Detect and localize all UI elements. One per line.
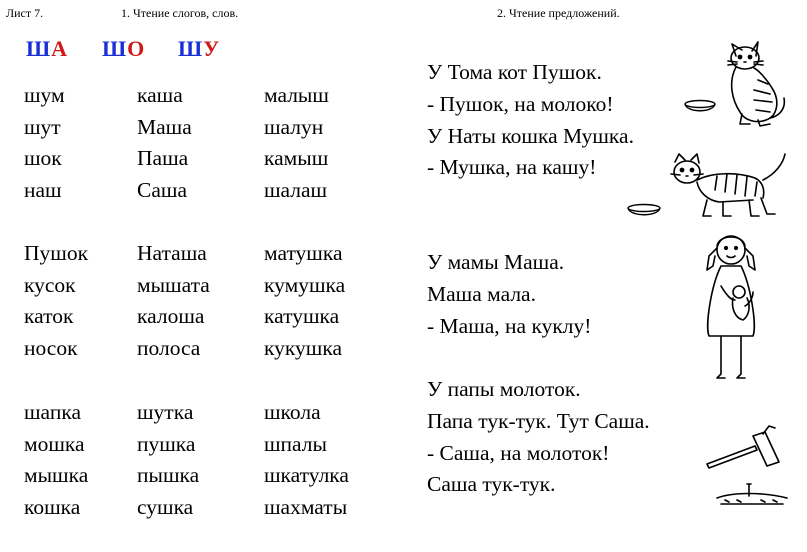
sheet-number: Лист 7. (6, 6, 44, 20)
word: наш (24, 177, 62, 202)
syllable-vowel: У (203, 36, 221, 61)
word: шкатулка (264, 463, 349, 487)
sentence: - Саша, на молоток! (427, 440, 610, 465)
sentence: У Наты кошка Мушка. (427, 123, 634, 148)
porridge-bowl-icon (626, 203, 662, 221)
hammer-icon (703, 422, 795, 514)
word: шахматы (264, 494, 348, 519)
word: кукушка (264, 335, 343, 360)
word: шапка (24, 400, 81, 424)
word: мышка (24, 463, 89, 487)
word: каток (24, 304, 74, 328)
word: шум (24, 83, 65, 107)
sentence: У мамы Маша. (427, 250, 565, 274)
word: кумушка (264, 272, 346, 297)
syllable-consonant: Ш (102, 36, 128, 61)
word: катушка (264, 304, 340, 328)
word: полоса (137, 335, 201, 360)
sentence: Маша мала. (427, 281, 536, 306)
word-column-1-group-2 (24, 238, 88, 364)
sentence-block-2 (427, 247, 591, 342)
word-column-2-group-1 (137, 80, 192, 206)
syllable-sho (102, 36, 145, 62)
sentence: У папы молоток. (427, 377, 581, 401)
sentence: Саша тук-тук. (427, 472, 556, 497)
word: кусок (24, 272, 76, 297)
sitting-cat-icon (718, 34, 790, 130)
word: мошка (24, 431, 85, 456)
word: мышата (137, 272, 210, 297)
word: пышка (137, 463, 200, 487)
section2-title: 2. Чтение предложений. (497, 6, 620, 20)
word: Маша (137, 114, 192, 139)
word: матушка (264, 241, 343, 265)
girl-with-doll-icon (697, 226, 765, 384)
sentence: Папа тук-тук. Тут Саша. (427, 408, 650, 433)
syllable-vowel: О (127, 36, 146, 61)
sentence: У Тома кот Пушок. (427, 60, 602, 84)
syllable-consonant: Ш (178, 36, 204, 61)
word-column-3-group-3 (264, 397, 349, 523)
word: шпалы (264, 431, 327, 456)
sentence: - Маша, на куклу! (427, 313, 592, 338)
syllable-consonant: Ш (26, 36, 52, 61)
word: каша (137, 83, 183, 107)
word-column-3-group-1 (264, 80, 329, 206)
word-column-2-group-3 (137, 397, 199, 523)
word: Пушок (24, 241, 89, 265)
word: малыш (264, 83, 329, 107)
walking-cat-icon (667, 150, 792, 220)
syllable-shu (178, 36, 220, 62)
word: носок (24, 335, 78, 360)
word: шутка (137, 400, 194, 424)
syllable-sha (26, 36, 68, 62)
word: Саша (137, 177, 187, 202)
word: шок (24, 146, 62, 170)
word: калоша (137, 304, 205, 328)
word: Паша (137, 146, 189, 170)
word: шут (24, 114, 61, 139)
sentence-block-1 (427, 57, 634, 184)
sentence-block-3 (427, 374, 650, 501)
section1-title: 1. Чтение слогов, слов. (121, 6, 239, 20)
word: камыш (264, 146, 329, 170)
word: пушка (137, 431, 196, 456)
word-column-2-group-2 (137, 238, 210, 364)
word: шалун (264, 114, 324, 139)
word-column-3-group-2 (264, 238, 345, 364)
word: шалаш (264, 177, 328, 202)
word: кошка (24, 494, 81, 519)
word: сушка (137, 494, 194, 519)
sentence: - Мушка, на кашу! (427, 155, 597, 180)
milk-bowl-icon (683, 99, 717, 117)
sentence: - Пушок, на молоко! (427, 91, 614, 116)
word-column-1-group-3 (24, 397, 88, 523)
syllable-vowel: А (51, 36, 69, 61)
word: Наташа (137, 241, 207, 265)
word-column-1-group-1 (24, 80, 65, 206)
word: школа (264, 400, 321, 424)
